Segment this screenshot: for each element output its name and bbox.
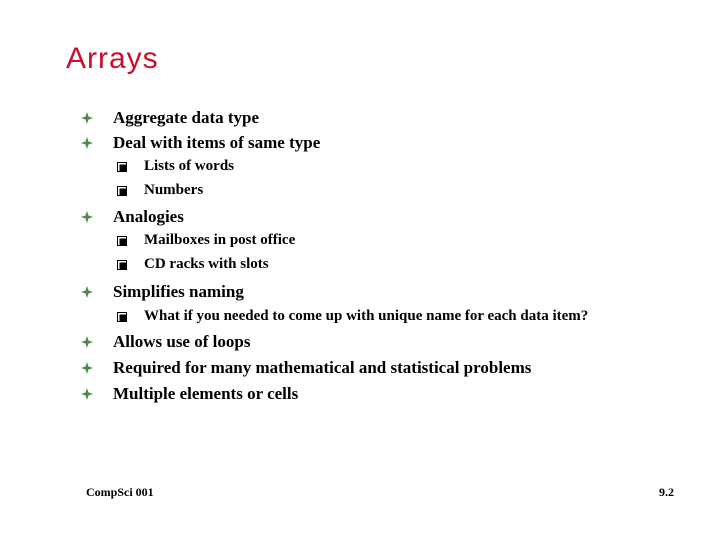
bullet-text: Aggregate data type <box>113 108 260 127</box>
sub-bullet-item <box>117 232 295 249</box>
bullet-item <box>80 384 298 404</box>
diamond-bullet-icon <box>80 285 94 299</box>
bullet-text: Simplifies naming <box>113 282 244 301</box>
bullet-text: Analogies <box>113 207 184 226</box>
bullet-item <box>80 133 320 153</box>
diamond-bullet-icon <box>80 361 94 375</box>
bullet-item <box>80 358 531 378</box>
diamond-bullet-icon <box>80 335 94 349</box>
sub-bullet-text: Lists of words <box>144 158 235 174</box>
sub-bullet-item <box>117 182 203 199</box>
sub-bullet-text: Numbers <box>144 182 204 198</box>
bullet-text: Required for many mathematical and statistical problems <box>113 358 532 377</box>
sub-bullet-text: CD racks with slots <box>144 256 269 272</box>
diamond-bullet-icon <box>80 387 94 401</box>
bullet-text: Allows use of loops <box>113 332 251 351</box>
bullet-item <box>80 207 184 227</box>
square-bullet-icon <box>117 236 127 246</box>
slide-title: Arrays <box>66 42 159 75</box>
diamond-bullet-icon <box>80 136 94 150</box>
diamond-bullet-icon <box>80 210 94 224</box>
sub-bullet-item <box>117 308 588 325</box>
bullet-item <box>80 282 244 302</box>
square-bullet-icon <box>117 162 127 172</box>
square-bullet-icon <box>117 312 127 322</box>
square-bullet-icon <box>117 186 127 196</box>
footer-course: CompSci 001 <box>86 485 154 499</box>
bullet-text: Multiple elements or cells <box>113 384 299 403</box>
square-bullet-icon <box>117 260 127 270</box>
footer-page-number: 9.2 <box>659 485 674 499</box>
sub-bullet-text: Mailboxes in post office <box>144 232 296 248</box>
bullet-text: Deal with items of same type <box>113 133 321 152</box>
sub-bullet-text: What if you needed to come up with unique name for each data item? <box>144 308 589 324</box>
sub-bullet-item <box>117 158 234 175</box>
diamond-bullet-icon <box>80 111 94 125</box>
bullet-item <box>80 332 250 352</box>
bullet-item <box>80 108 259 128</box>
sub-bullet-item <box>117 256 269 273</box>
